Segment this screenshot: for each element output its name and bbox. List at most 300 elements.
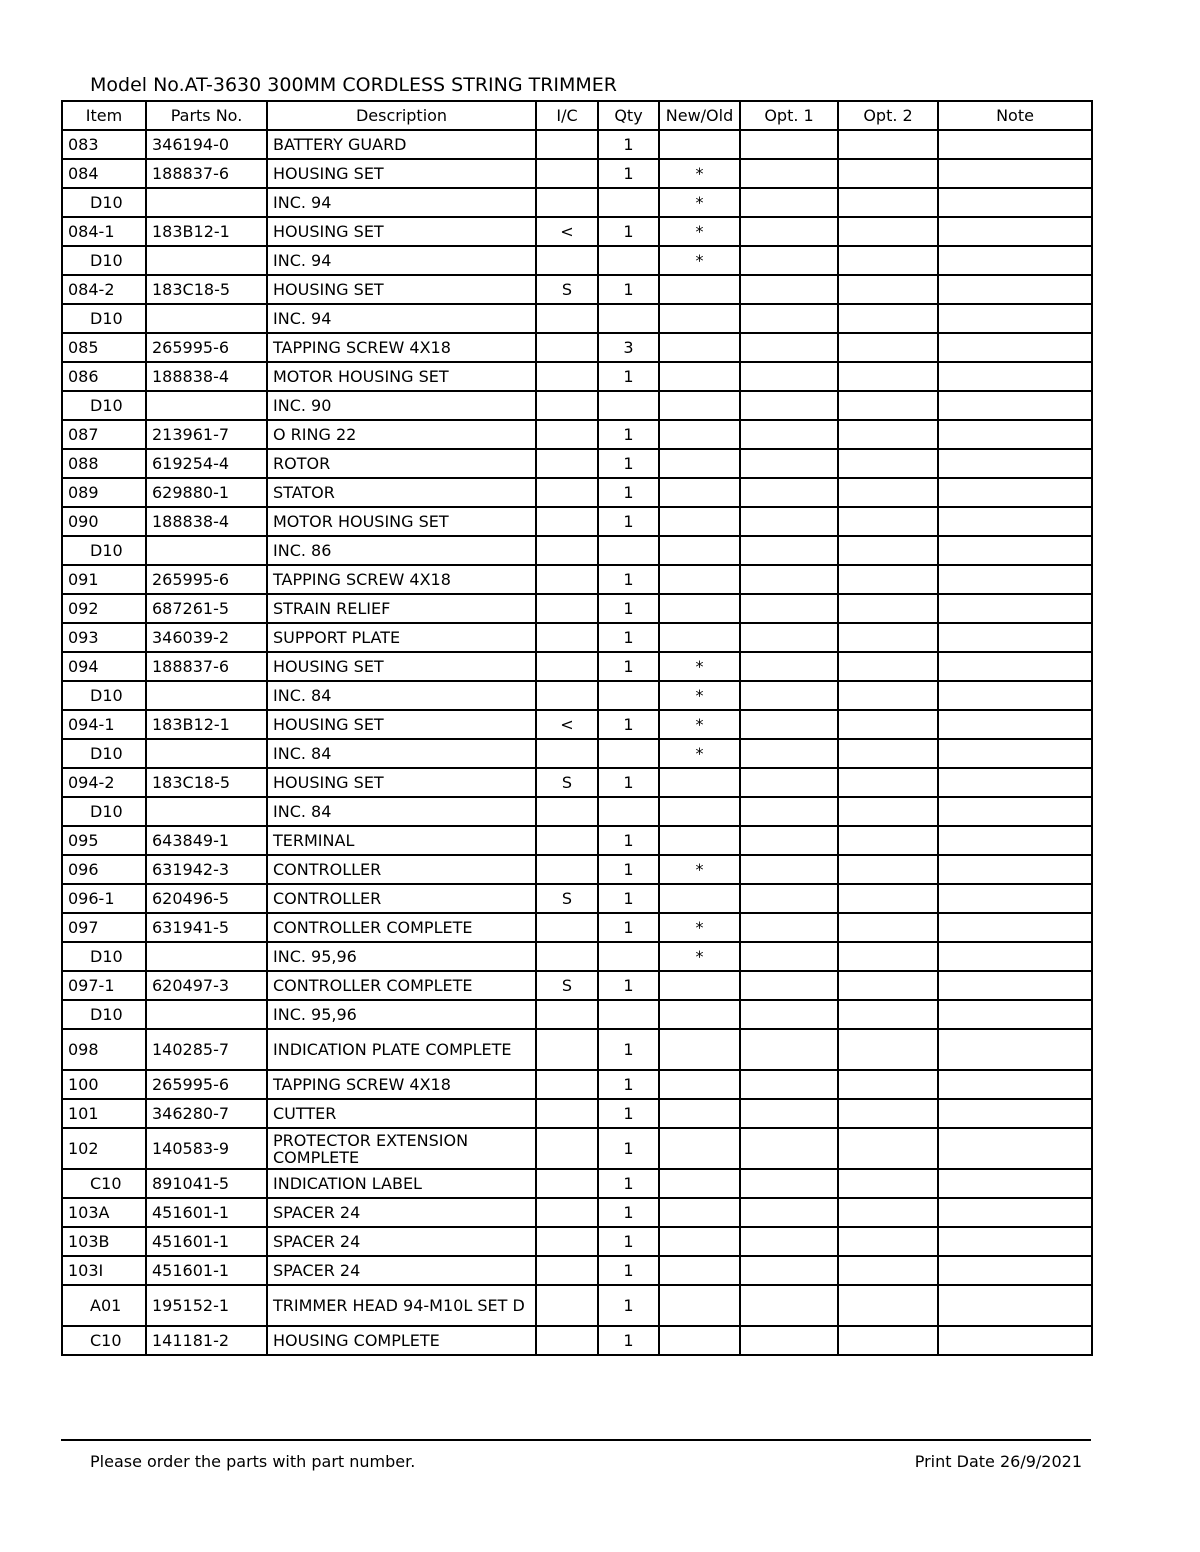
cell-new-old: * [659,681,740,710]
cell-ic [536,739,598,768]
cell-item: D10 [62,304,146,333]
cell-note [938,652,1092,681]
cell-description: STRAIN RELIEF [267,594,536,623]
cell-opt1 [740,884,838,913]
cell-qty: 1 [598,1099,659,1128]
cell-description: CONTROLLER [267,884,536,913]
cell-item: 095 [62,826,146,855]
cell-new-old [659,623,740,652]
cell-note [938,1198,1092,1227]
cell-opt2 [838,188,938,217]
table-row [62,565,1092,594]
cell-opt1 [740,275,838,304]
cell-ic [536,652,598,681]
footer-divider [61,1439,1091,1441]
cell-item: C10 [62,1326,146,1355]
cell-note [938,913,1092,942]
table-row [62,971,1092,1000]
cell-parts-no: 140285-7 [146,1029,267,1070]
cell-qty: 1 [598,710,659,739]
table-row [62,681,1092,710]
cell-opt1 [740,1128,838,1169]
cell-note [938,710,1092,739]
cell-ic [536,449,598,478]
cell-new-old [659,1000,740,1029]
cell-opt1 [740,536,838,565]
cell-ic [536,681,598,710]
table-row [62,246,1092,275]
cell-parts-no [146,246,267,275]
cell-new-old [659,884,740,913]
cell-item: D10 [62,246,146,275]
cell-new-old [659,420,740,449]
table-row [62,130,1092,159]
cell-opt2 [838,594,938,623]
cell-note [938,768,1092,797]
cell-qty [598,739,659,768]
cell-note [938,855,1092,884]
cell-opt2 [838,130,938,159]
cell-opt1 [740,739,838,768]
cell-note [938,333,1092,362]
cell-qty [598,391,659,420]
cell-note [938,478,1092,507]
cell-new-old [659,1128,740,1169]
cell-new-old [659,1198,740,1227]
cell-opt1 [740,478,838,507]
cell-description: HOUSING SET [267,217,536,246]
cell-opt1 [740,420,838,449]
cell-opt2 [838,159,938,188]
print-date: Print Date 26/9/2021 [914,1452,1082,1471]
cell-item: D10 [62,188,146,217]
cell-note [938,826,1092,855]
cell-parts-no: 346280-7 [146,1099,267,1128]
cell-opt2 [838,913,938,942]
cell-item: 091 [62,565,146,594]
cell-ic [536,391,598,420]
cell-description: CONTROLLER [267,855,536,884]
cell-parts-no: 265995-6 [146,1070,267,1099]
table-row [62,1198,1092,1227]
cell-qty: 1 [598,594,659,623]
cell-description: INC. 95,96 [267,942,536,971]
cell-description: INC. 94 [267,246,536,275]
cell-parts-no: 188838-4 [146,507,267,536]
cell-parts-no: 183C18-5 [146,275,267,304]
cell-opt1 [740,1070,838,1099]
cell-new-old [659,826,740,855]
table-row [62,304,1092,333]
cell-item: 103A [62,1198,146,1227]
cell-new-old [659,391,740,420]
cell-parts-no: 195152-1 [146,1285,267,1326]
cell-opt2 [838,246,938,275]
cell-qty: 1 [598,1029,659,1070]
cell-new-old [659,971,740,1000]
cell-description: INC. 95,96 [267,1000,536,1029]
table-row [62,826,1092,855]
cell-opt1 [740,652,838,681]
cell-opt2 [838,942,938,971]
cell-qty: 1 [598,1128,659,1169]
cell-new-old: * [659,913,740,942]
cell-ic: S [536,768,598,797]
cell-item: A01 [62,1285,146,1326]
cell-ic [536,1000,598,1029]
cell-opt2 [838,217,938,246]
table-row [62,1227,1092,1256]
cell-note [938,246,1092,275]
cell-description: BATTERY GUARD [267,130,536,159]
cell-parts-no: 183B12-1 [146,710,267,739]
table-row [62,884,1092,913]
cell-qty: 1 [598,826,659,855]
cell-ic [536,188,598,217]
cell-qty [598,797,659,826]
cell-description: HOUSING SET [267,768,536,797]
cell-opt1 [740,565,838,594]
cell-opt1 [740,130,838,159]
table-row [62,159,1092,188]
cell-opt2 [838,1256,938,1285]
cell-qty: 1 [598,275,659,304]
cell-parts-no: 213961-7 [146,420,267,449]
cell-qty: 1 [598,130,659,159]
cell-ic [536,565,598,594]
cell-opt1 [740,942,838,971]
cell-opt2 [838,507,938,536]
cell-opt2 [838,391,938,420]
cell-ic [536,1198,598,1227]
cell-note [938,304,1092,333]
cell-note [938,391,1092,420]
cell-item: 096-1 [62,884,146,913]
cell-qty: 1 [598,449,659,478]
cell-opt1 [740,594,838,623]
cell-opt2 [838,333,938,362]
cell-new-old [659,1099,740,1128]
header-new-old: New/Old [659,101,740,130]
cell-item: D10 [62,942,146,971]
cell-note [938,565,1092,594]
cell-note [938,942,1092,971]
cell-item: 088 [62,449,146,478]
cell-opt1 [740,1198,838,1227]
cell-description: TRIMMER HEAD 94-M10L SET D [267,1285,536,1326]
table-row [62,1128,1092,1169]
header-opt1: Opt. 1 [740,101,838,130]
table-row [62,1256,1092,1285]
cell-ic [536,246,598,275]
cell-qty: 1 [598,362,659,391]
cell-new-old [659,1029,740,1070]
cell-note [938,1227,1092,1256]
cell-parts-no: 183B12-1 [146,217,267,246]
cell-opt2 [838,739,938,768]
footer-note: Please order the parts with part number. [90,1452,416,1471]
cell-ic [536,1326,598,1355]
cell-qty [598,1000,659,1029]
cell-parts-no: 619254-4 [146,449,267,478]
cell-new-old [659,768,740,797]
cell-note [938,884,1092,913]
cell-note [938,1256,1092,1285]
cell-opt1 [740,1000,838,1029]
cell-opt1 [740,1029,838,1070]
cell-qty: 1 [598,217,659,246]
cell-note [938,449,1092,478]
cell-ic [536,420,598,449]
cell-parts-no: 188838-4 [146,362,267,391]
cell-parts-no: 629880-1 [146,478,267,507]
cell-description: INC. 86 [267,536,536,565]
cell-opt1 [740,1099,838,1128]
cell-item: D10 [62,797,146,826]
cell-item: 097-1 [62,971,146,1000]
cell-item: 096 [62,855,146,884]
cell-description: SUPPORT PLATE [267,623,536,652]
cell-item: D10 [62,536,146,565]
cell-new-old [659,362,740,391]
table-row [62,1029,1092,1070]
cell-opt2 [838,449,938,478]
cell-item: 098 [62,1029,146,1070]
cell-description: CONTROLLER COMPLETE [267,971,536,1000]
cell-opt1 [740,797,838,826]
cell-new-old [659,797,740,826]
cell-ic [536,913,598,942]
table-row [62,1326,1092,1355]
cell-opt2 [838,1128,938,1169]
cell-qty: 1 [598,855,659,884]
cell-ic [536,1099,598,1128]
cell-description: HOUSING SET [267,275,536,304]
table-row [62,739,1092,768]
cell-opt2 [838,1285,938,1326]
cell-description: INDICATION PLATE COMPLETE [267,1029,536,1070]
cell-parts-no [146,942,267,971]
cell-parts-no [146,681,267,710]
cell-ic [536,478,598,507]
cell-parts-no: 346039-2 [146,623,267,652]
cell-parts-no [146,536,267,565]
table-row [62,768,1092,797]
cell-parts-no: 620496-5 [146,884,267,913]
cell-parts-no: 265995-6 [146,333,267,362]
cell-new-old [659,1227,740,1256]
cell-new-old: * [659,942,740,971]
table-row [62,536,1092,565]
cell-new-old: * [659,246,740,275]
cell-description: TERMINAL [267,826,536,855]
page-title: Model No.AT-3630 300MM CORDLESS STRING TRIMMER [90,74,618,96]
cell-item: 092 [62,594,146,623]
cell-opt1 [740,304,838,333]
cell-opt2 [838,797,938,826]
cell-note [938,681,1092,710]
cell-item: 085 [62,333,146,362]
cell-description: TAPPING SCREW 4X18 [267,1070,536,1099]
cell-description: O RING 22 [267,420,536,449]
cell-description: STATOR [267,478,536,507]
cell-opt1 [740,1169,838,1198]
cell-description: INC. 84 [267,681,536,710]
cell-opt2 [838,623,938,652]
cell-note [938,623,1092,652]
cell-new-old [659,1285,740,1326]
cell-qty: 1 [598,420,659,449]
cell-note [938,275,1092,304]
cell-qty: 1 [598,478,659,507]
cell-opt1 [740,826,838,855]
cell-note [938,739,1092,768]
cell-parts-no: 183C18-5 [146,768,267,797]
cell-opt1 [740,217,838,246]
cell-description: SPACER 24 [267,1198,536,1227]
table-row [62,1099,1092,1128]
cell-description: HOUSING COMPLETE [267,1326,536,1355]
cell-item: 087 [62,420,146,449]
cell-item: 094 [62,652,146,681]
table-row [62,797,1092,826]
cell-item: 086 [62,362,146,391]
cell-new-old [659,304,740,333]
cell-description: SPACER 24 [267,1256,536,1285]
table-row [62,652,1092,681]
table-row [62,623,1092,652]
header-parts-no: Parts No. [146,101,267,130]
cell-description: MOTOR HOUSING SET [267,507,536,536]
cell-ic [536,826,598,855]
cell-opt1 [740,855,838,884]
cell-new-old [659,478,740,507]
cell-ic [536,594,598,623]
cell-qty: 1 [598,1227,659,1256]
cell-item: 101 [62,1099,146,1128]
cell-opt1 [740,623,838,652]
cell-note [938,1000,1092,1029]
cell-qty: 3 [598,333,659,362]
cell-opt1 [740,971,838,1000]
cell-ic: < [536,710,598,739]
cell-parts-no: 451601-1 [146,1256,267,1285]
cell-new-old [659,333,740,362]
cell-opt1 [740,710,838,739]
cell-ic [536,1128,598,1169]
cell-description: TAPPING SCREW 4X18 [267,565,536,594]
cell-qty: 1 [598,159,659,188]
table-row [62,942,1092,971]
cell-ic [536,536,598,565]
cell-ic: S [536,971,598,1000]
cell-parts-no: 631941-5 [146,913,267,942]
cell-description: INC. 84 [267,797,536,826]
cell-parts-no: 346194-0 [146,130,267,159]
cell-parts-no [146,1000,267,1029]
cell-item: 083 [62,130,146,159]
cell-item: 084-2 [62,275,146,304]
cell-note [938,971,1092,1000]
cell-new-old [659,507,740,536]
cell-new-old: * [659,739,740,768]
cell-description: PROTECTOR EXTENSION COMPLETE [267,1128,536,1169]
cell-ic [536,304,598,333]
cell-ic [536,507,598,536]
cell-new-old: * [659,159,740,188]
cell-new-old [659,130,740,159]
cell-opt2 [838,1169,938,1198]
cell-opt1 [740,1227,838,1256]
cell-new-old: * [659,855,740,884]
cell-qty: 1 [598,565,659,594]
cell-parts-no: 451601-1 [146,1227,267,1256]
cell-qty [598,246,659,275]
cell-opt1 [740,246,838,275]
cell-ic [536,623,598,652]
cell-item: D10 [62,739,146,768]
cell-opt2 [838,420,938,449]
cell-opt2 [838,1099,938,1128]
table-row [62,1000,1092,1029]
cell-qty: 1 [598,884,659,913]
cell-description: CONTROLLER COMPLETE [267,913,536,942]
cell-ic [536,130,598,159]
cell-parts-no [146,304,267,333]
header-ic: I/C [536,101,598,130]
cell-opt1 [740,159,838,188]
table-row [62,1070,1092,1099]
cell-description: TAPPING SCREW 4X18 [267,333,536,362]
cell-note [938,1070,1092,1099]
cell-opt2 [838,478,938,507]
cell-opt2 [838,536,938,565]
cell-ic [536,362,598,391]
cell-description: HOUSING SET [267,710,536,739]
cell-qty: 1 [598,1070,659,1099]
cell-note [938,159,1092,188]
cell-ic [536,855,598,884]
cell-qty [598,681,659,710]
cell-note [938,420,1092,449]
cell-description: HOUSING SET [267,652,536,681]
cell-ic [536,1227,598,1256]
cell-new-old: * [659,710,740,739]
cell-opt2 [838,1029,938,1070]
cell-qty [598,304,659,333]
cell-opt1 [740,1326,838,1355]
cell-parts-no: 631942-3 [146,855,267,884]
cell-new-old [659,449,740,478]
cell-description: INC. 90 [267,391,536,420]
cell-new-old [659,594,740,623]
cell-item: 084-1 [62,217,146,246]
cell-parts-no: 141181-2 [146,1326,267,1355]
cell-opt2 [838,1326,938,1355]
cell-description: MOTOR HOUSING SET [267,362,536,391]
cell-note [938,1128,1092,1169]
table-row [62,710,1092,739]
cell-ic [536,797,598,826]
cell-note [938,1099,1092,1128]
cell-parts-no: 265995-6 [146,565,267,594]
table-row [62,333,1092,362]
cell-opt1 [740,188,838,217]
cell-ic [536,942,598,971]
cell-ic [536,1256,598,1285]
cell-parts-no [146,188,267,217]
cell-item: 103I [62,1256,146,1285]
